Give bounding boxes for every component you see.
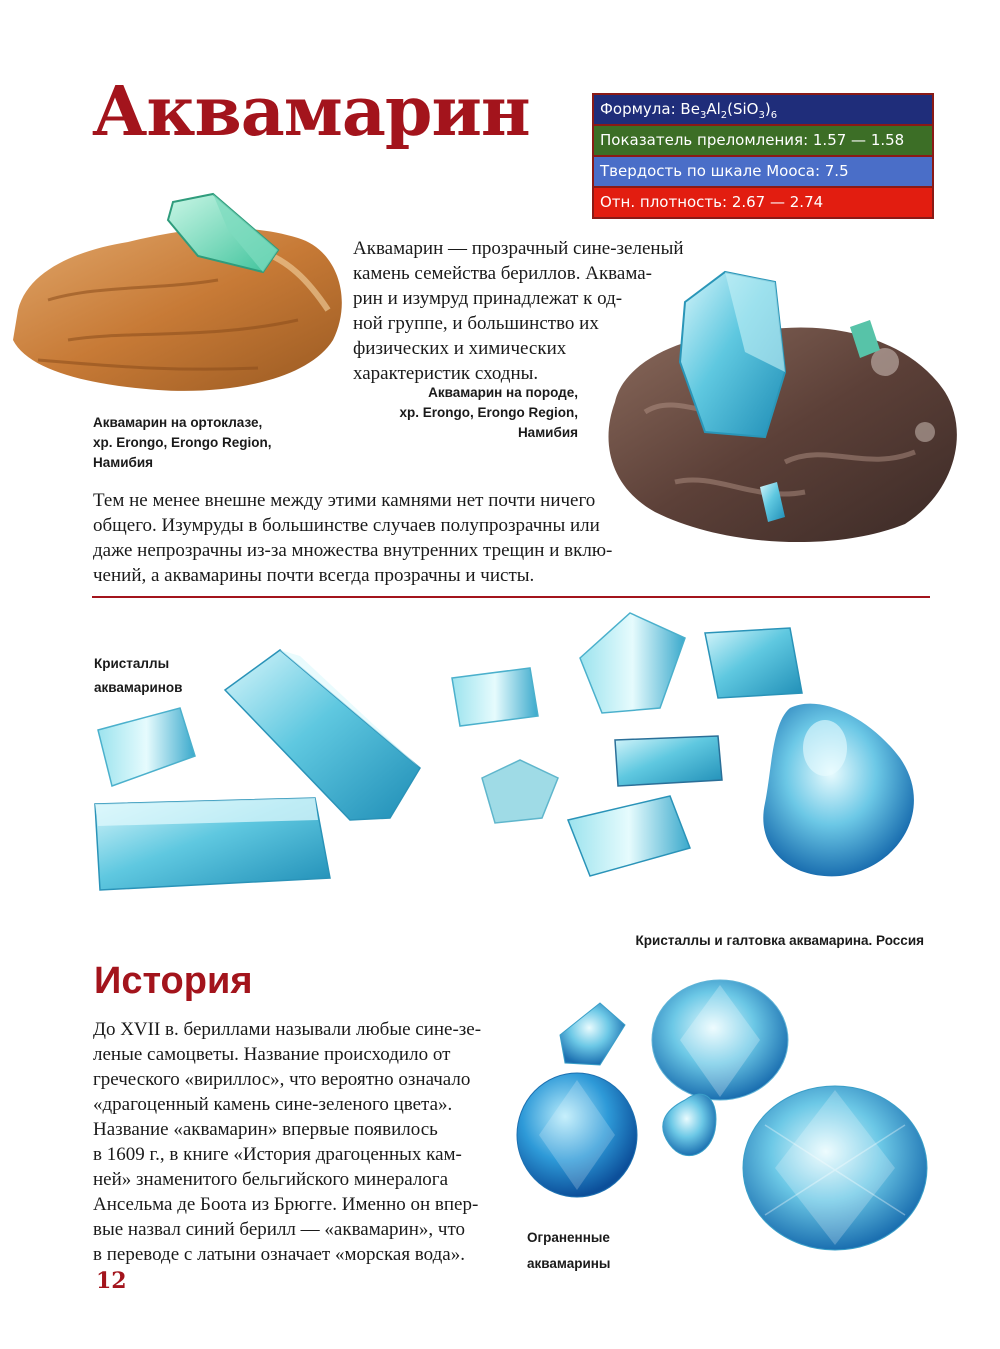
caption-orthoclase: [93, 413, 272, 473]
text-line: физических и химических: [353, 338, 567, 359]
formula-subscript: 2: [720, 110, 728, 121]
formula-part: (SiO: [727, 100, 759, 118]
aquamarine-on-orthoclase-image: [8, 190, 353, 405]
comparison-paragraph: [93, 488, 641, 588]
text-line: греческого «вириллос», что вероятно означало: [93, 1069, 471, 1090]
text-line: в переводе с латыни означает «морская вода».: [93, 1244, 465, 1265]
text-line: ней» знаменитого бельгийского минералога: [93, 1169, 449, 1190]
caption-line: хр. Erongo, Erongo Region,: [399, 405, 578, 420]
caption-matrix: [360, 383, 578, 443]
text-line: Название «аквамарин» впервые появилось: [93, 1119, 438, 1140]
formula-part: ): [764, 100, 771, 118]
caption-line: хр. Erongo, Erongo Region,: [93, 435, 272, 450]
caption-line: Намибия: [93, 455, 154, 470]
hardness-row: Твердость по шкале Мооса: 7.5: [594, 157, 932, 188]
text-line: ной группе, и большинство их: [353, 313, 599, 334]
text-line: Ансельма де Боота из Брюгге. Именно он впер-: [93, 1194, 479, 1215]
history-paragraph: [93, 1017, 497, 1267]
text-line: камень семейства бериллов. Аквама-: [353, 263, 652, 284]
formula-part: Al: [706, 100, 721, 118]
aquamarine-on-matrix-image: [585, 262, 975, 552]
caption-line: Ограненные: [527, 1230, 610, 1245]
text-line: чений, а аквамарины почти всегда прозрачны и чисты.: [93, 565, 535, 586]
formula-subscript: 3: [758, 110, 765, 121]
cut-aquamarines-image: [515, 985, 985, 1255]
text-line: Тем не менее внешне между этими камнями нет почти ничего: [93, 490, 596, 511]
caption-line: Кристаллы: [94, 656, 170, 671]
formula-subscript: 3: [699, 110, 707, 121]
page-number: 12: [96, 1268, 127, 1294]
refraction-row: Показатель преломления: 1.57 — 1.58: [594, 126, 932, 157]
text-line: вые назвал синий берилл — «аквамарин», что: [93, 1219, 466, 1240]
caption-russia: Кристаллы и галтовка аквамарина. Россия: [635, 933, 924, 948]
text-line: в 1609 г., в книге «История драгоценных кам-: [93, 1144, 462, 1165]
page-title: Аквамарин: [92, 72, 530, 152]
formula-label: Формула: Be: [600, 100, 700, 118]
formula-row: [594, 95, 932, 126]
caption-line: аквамарины: [527, 1256, 611, 1271]
density-row: Отн. плотность: 2.67 — 2.74: [594, 188, 932, 217]
text-line: «драгоценный камень сине-зеленого цвета».: [93, 1094, 453, 1115]
text-line: До XVII в. бериллами называли любые сине-зе-: [93, 1019, 482, 1040]
text-line: общего. Изумруды в большинстве случаев полупрозрачны или: [93, 515, 600, 536]
formula-subscript: 6: [770, 110, 778, 121]
caption-line: Намибия: [517, 425, 578, 440]
caption-line: Аквамарин на породе,: [428, 385, 578, 400]
caption-cut: [527, 1225, 610, 1277]
history-heading: История: [94, 960, 253, 1002]
caption-line: аквамаринов: [94, 680, 183, 695]
text-line: характеристик сходны.: [353, 363, 539, 384]
caption-line: Аквамарин на ортоклазе,: [93, 415, 263, 430]
text-line: Аквамарин — прозрачный сине-зеленый: [353, 238, 684, 259]
text-line: даже непрозрачны из-за множества внутренних трещин и вклю-: [93, 540, 613, 561]
text-line: рин и изумруд принадлежат к од-: [353, 288, 623, 309]
text-line: леные самоцветы. Название происходило от: [93, 1044, 451, 1065]
aquamarine-crystals-image: [90, 608, 950, 908]
section-divider: [92, 596, 930, 598]
properties-table: [592, 93, 934, 219]
